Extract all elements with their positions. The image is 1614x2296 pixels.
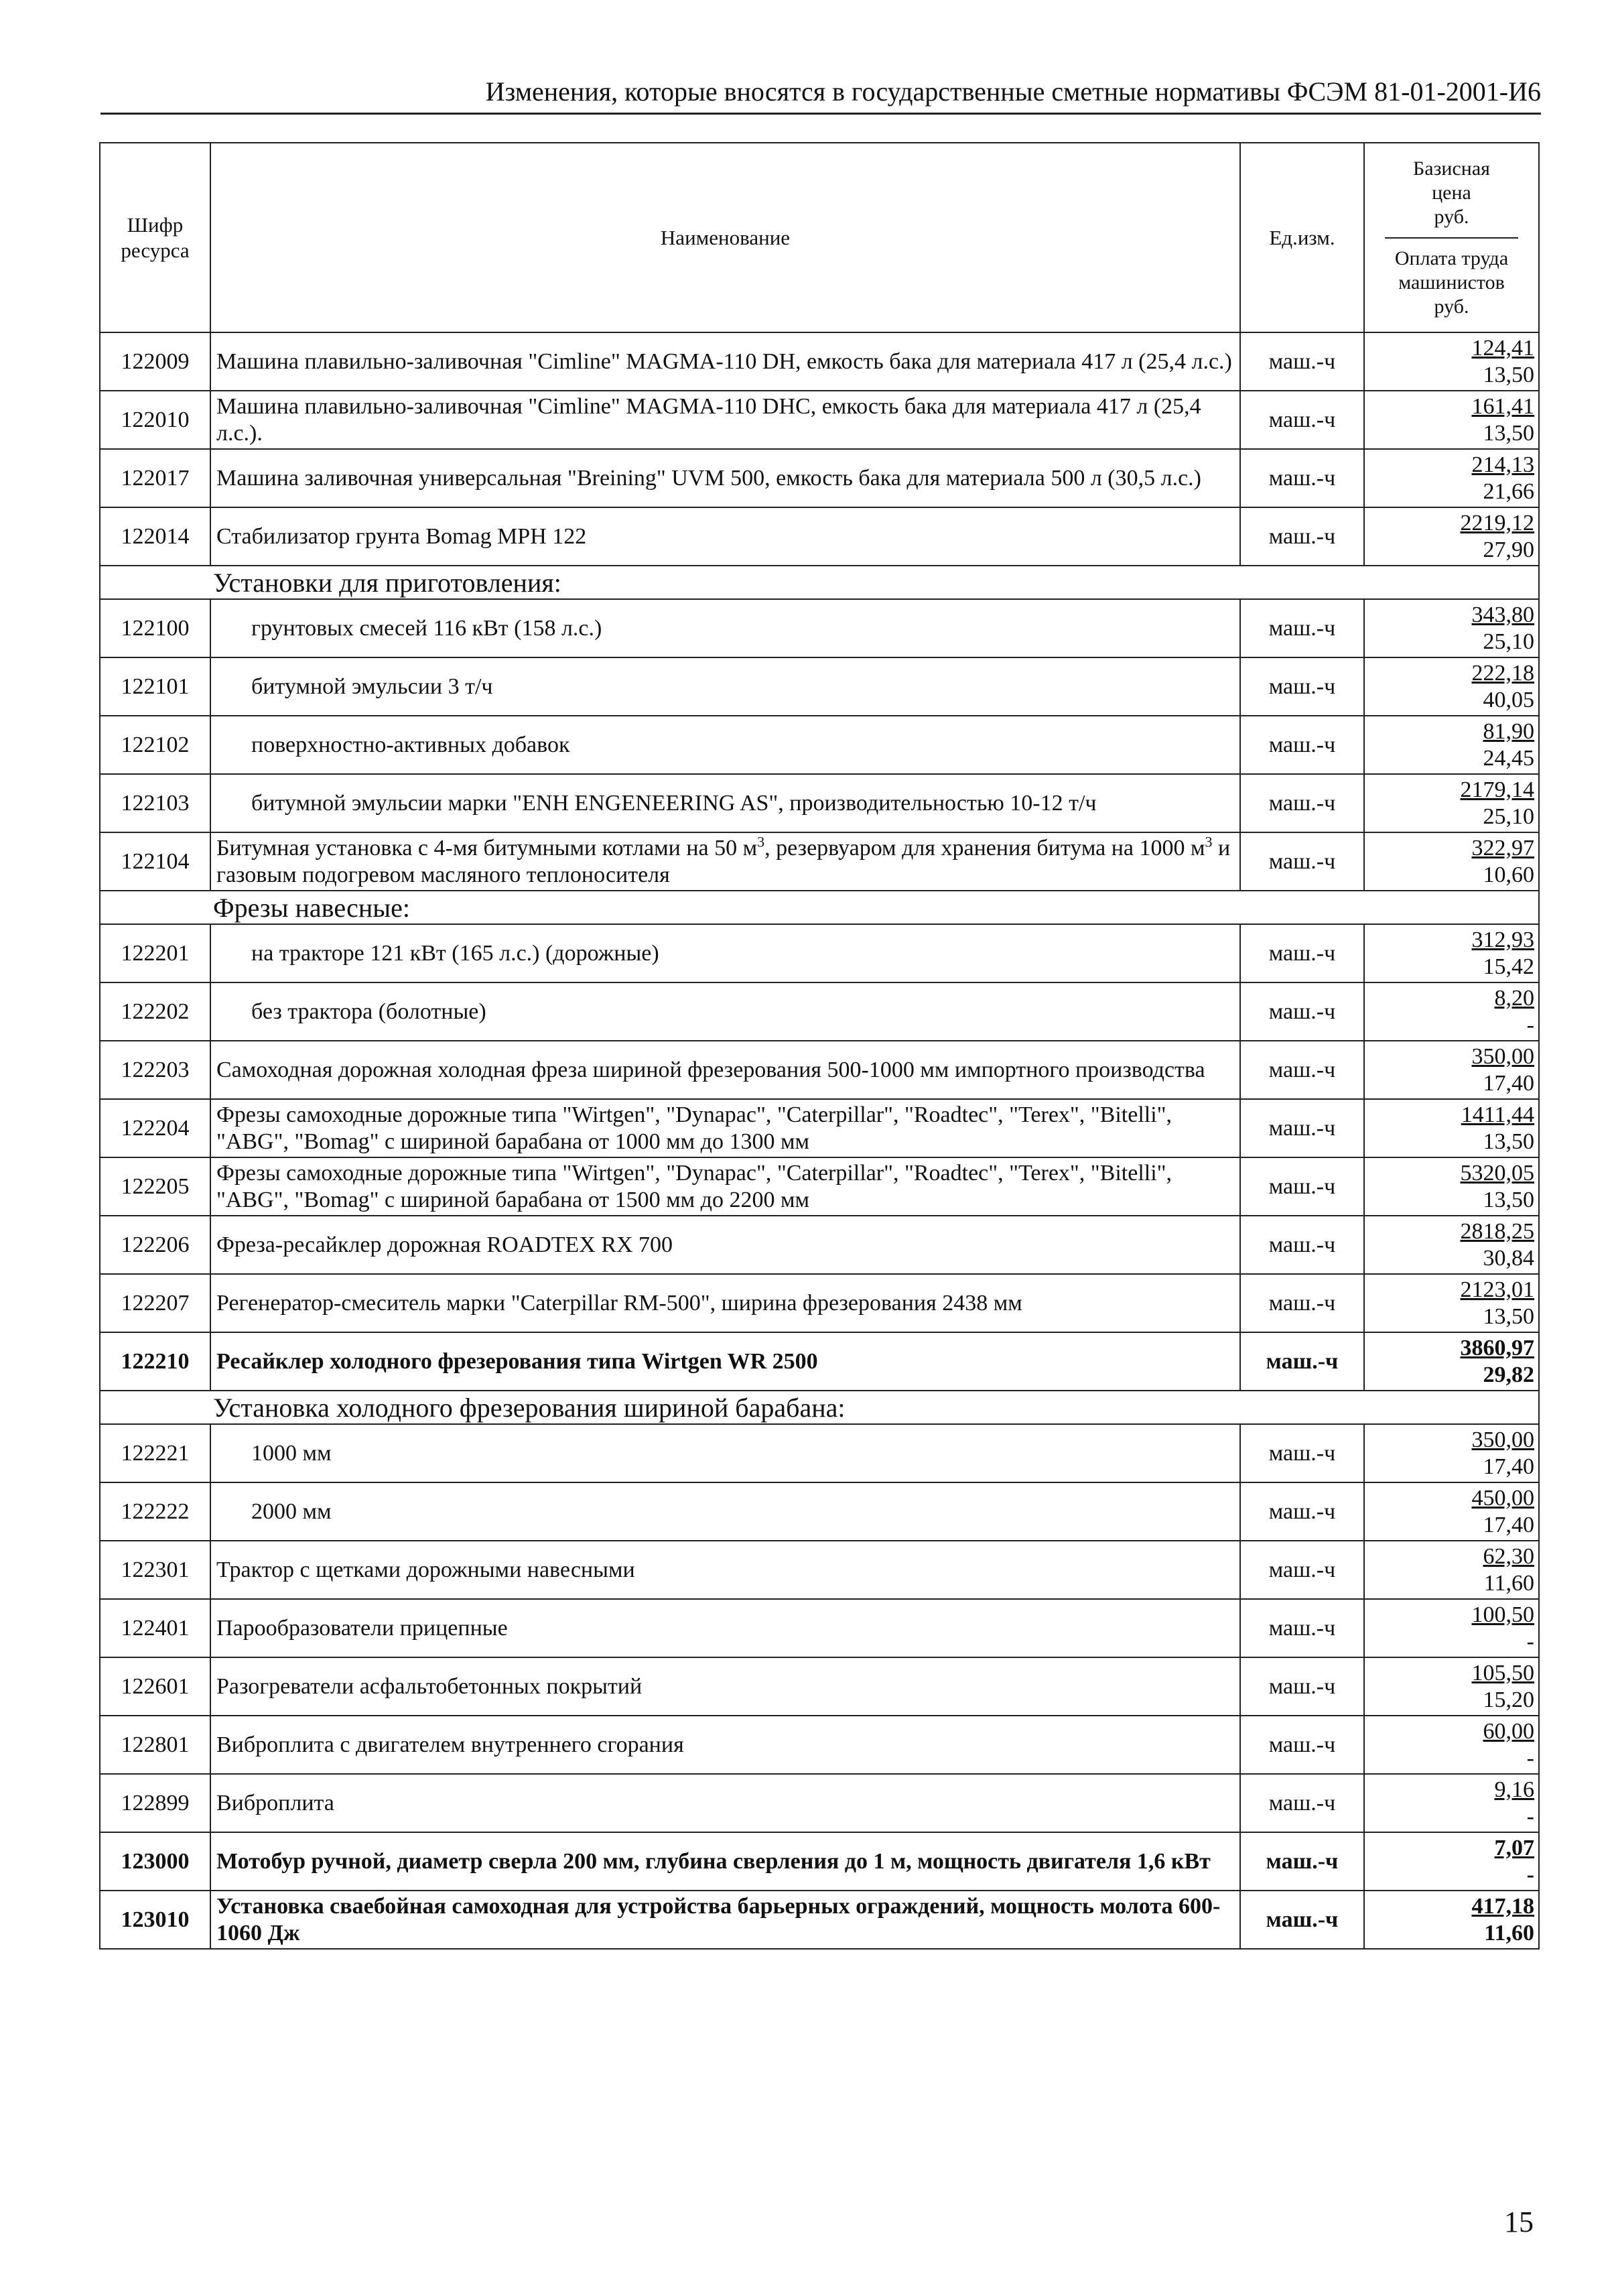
labor-price: 15,20 (1483, 1687, 1534, 1712)
resource-name: на тракторе 121 кВт (165 л.с.) (дорожные) (210, 924, 1240, 982)
resource-price (1364, 1157, 1539, 1216)
resource-name: Машина заливочная универсальная "Breining" UVM 500, емкость бака для материала 500 л (30,5 л.с.) (210, 449, 1240, 507)
labor-price: - (1526, 1803, 1534, 1829)
resource-name: Установка сваебойная самоходная для устройства барьерных ограждений, мощность молота 600-1060 Дж (210, 1891, 1240, 1949)
resource-code: 122201 (100, 924, 210, 982)
resource-code: 122210 (100, 1332, 210, 1391)
labor-price: 13,50 (1483, 1303, 1534, 1329)
base-price: 3860,97 (1460, 1335, 1534, 1360)
labor-price: - (1526, 1862, 1534, 1887)
resource-name: Ресайклер холодного фрезерования типа Wirtgen WR 2500 (210, 1332, 1240, 1391)
resource-code: 122206 (100, 1216, 210, 1274)
resource-price (1364, 1832, 1539, 1891)
resource-price (1364, 1891, 1539, 1949)
resource-price (1364, 832, 1539, 891)
resource-code: 122203 (100, 1041, 210, 1099)
base-price: 8,20 (1494, 985, 1534, 1011)
resource-table (99, 142, 1540, 1950)
header-labor-line1: Оплата труда (1394, 247, 1509, 269)
resource-unit: маш.-ч (1240, 599, 1364, 657)
labor-price: 13,50 (1483, 362, 1534, 387)
resource-price (1364, 1041, 1539, 1099)
resource-price (1364, 716, 1539, 774)
header-price-cell (1364, 143, 1539, 332)
table-row (100, 1657, 1539, 1716)
header-name-cell: Наименование (210, 143, 1240, 332)
resource-code: 122205 (100, 1157, 210, 1216)
resource-unit: маш.-ч (1240, 1716, 1364, 1774)
base-price: 322,97 (1471, 835, 1534, 860)
table-row (100, 507, 1539, 566)
resource-name: Трактор с щетками дорожными навесными (210, 1541, 1240, 1599)
base-price: 350,00 (1471, 1427, 1534, 1452)
resource-code: 122601 (100, 1657, 210, 1716)
resource-name: Виброплита с двигателем внутреннего сгорания (210, 1716, 1240, 1774)
base-price: 105,50 (1471, 1660, 1534, 1685)
header-code-cell (100, 143, 210, 332)
resource-code: 122009 (100, 332, 210, 391)
table-row (100, 1216, 1539, 1274)
labor-price: 15,42 (1483, 954, 1534, 979)
resource-unit: маш.-ч (1240, 1041, 1364, 1099)
resource-unit: маш.-ч (1240, 1482, 1364, 1541)
resource-name: Парообразователи прицепные (210, 1599, 1240, 1657)
resource-code: 122204 (100, 1099, 210, 1157)
base-price: 343,80 (1471, 602, 1534, 627)
resource-code: 122207 (100, 1274, 210, 1332)
base-price: 7,07 (1494, 1835, 1534, 1860)
resource-unit: маш.-ч (1240, 1774, 1364, 1832)
resource-unit: маш.-ч (1240, 1216, 1364, 1274)
section-label: Установка холодного фрезерования шириной барабана: (100, 1391, 1539, 1424)
resource-unit: маш.-ч (1240, 774, 1364, 832)
resource-name: Мотобур ручной, диаметр сверла 200 мм, глубина сверления до 1 м, мощность двигателя 1,6 кВт (210, 1832, 1240, 1891)
table-row (100, 774, 1539, 832)
resource-code: 122010 (100, 391, 210, 449)
table-row (100, 599, 1539, 657)
header-labor-line2: машинистов (1398, 271, 1505, 294)
resource-code: 122222 (100, 1482, 210, 1541)
resource-name: Фрезы самоходные дорожные типа "Wirtgen", "Dynapac", "Caterpillar", "Roadtec", "Terex", "Bitelli", "ABG", "Bomag" с шириной барабана от 1000 мм до 1300 мм (210, 1099, 1240, 1157)
base-price: 81,90 (1483, 718, 1534, 744)
base-price: 2219,12 (1460, 510, 1534, 535)
table-row (100, 1832, 1539, 1891)
resource-unit: маш.-ч (1240, 982, 1364, 1041)
base-price: 312,93 (1471, 927, 1534, 952)
table-row (100, 982, 1539, 1041)
resource-unit: маш.-ч (1240, 832, 1364, 891)
table-header-row (100, 143, 1539, 332)
resource-price (1364, 1274, 1539, 1332)
table-row (100, 1274, 1539, 1332)
resource-name: Самоходная дорожная холодная фреза шириной фрезерования 500-1000 мм импортного производства (210, 1041, 1240, 1099)
resource-unit: маш.-ч (1240, 716, 1364, 774)
resource-code: 122104 (100, 832, 210, 891)
resource-price (1364, 1216, 1539, 1274)
header-price-line1: Базисная (1413, 157, 1490, 180)
resource-name: Битумная установка с 4-мя битумными котлами на 50 $м^3$, резервуаром для хранения битума на 1000 $м^3$ и газовым подогревом масляного теплоносителя (210, 832, 1240, 891)
resource-price (1364, 1657, 1539, 1716)
resource-code: 122801 (100, 1716, 210, 1774)
resource-unit: маш.-ч (1240, 924, 1364, 982)
table-row (100, 1482, 1539, 1541)
resource-name: Машина плавильно-заливочная "Cimline" MAGMA-110 DHC, емкость бака для материала 417 л (25,4 л.с.). (210, 391, 1240, 449)
base-price: 100,50 (1471, 1602, 1534, 1627)
labor-price: - (1526, 1629, 1534, 1654)
table-row (100, 1891, 1539, 1949)
resource-unit: маш.-ч (1240, 1541, 1364, 1599)
base-price: 450,00 (1471, 1485, 1534, 1511)
resource-name: Машина плавильно-заливочная "Cimline" MAGMA-110 DH, емкость бака для материала 417 л (25,4 л.с.) (210, 332, 1240, 391)
labor-price: 29,82 (1483, 1362, 1534, 1387)
labor-price: 17,40 (1483, 1512, 1534, 1537)
section-label: Фрезы навесные: (100, 891, 1539, 924)
table-row (100, 449, 1539, 507)
base-price: 161,41 (1471, 393, 1534, 419)
base-price: 5320,05 (1460, 1160, 1534, 1186)
base-price: 214,13 (1471, 452, 1534, 477)
resource-name: Фрезы самоходные дорожные типа "Wirtgen", "Dynapac", "Caterpillar", "Roadtec", "Terex", "Bitelli", "ABG", "Bomag" с шириной барабана от 1500 мм до 2200 мм (210, 1157, 1240, 1216)
page-header: Изменения, которые вносятся в государственные сметные нормативы ФСЭМ 81-01-2001-И6 (100, 72, 1541, 115)
resource-unit: маш.-ч (1240, 507, 1364, 566)
table-row (100, 391, 1539, 449)
resource-unit: маш.-ч (1240, 657, 1364, 716)
resource-unit: маш.-ч (1240, 1424, 1364, 1482)
resource-unit: маш.-ч (1240, 449, 1364, 507)
resource-price (1364, 1599, 1539, 1657)
section-row (100, 891, 1539, 924)
resource-price (1364, 1774, 1539, 1832)
labor-price: - (1526, 1745, 1534, 1771)
page-number: 15 (1504, 2206, 1534, 2238)
labor-price: 17,40 (1483, 1454, 1534, 1479)
resource-name: Виброплита (210, 1774, 1240, 1832)
labor-price: 25,10 (1483, 629, 1534, 654)
labor-price: 21,66 (1483, 479, 1534, 504)
table-row (100, 1716, 1539, 1774)
labor-price: 13,50 (1483, 1129, 1534, 1154)
resource-code: 122301 (100, 1541, 210, 1599)
resource-name: Разогреватели асфальтобетонных покрытий (210, 1657, 1240, 1716)
resource-price (1364, 1482, 1539, 1541)
table-row (100, 1332, 1539, 1391)
labor-price: 11,60 (1483, 1570, 1534, 1596)
resource-name: Стабилизатор грунта Bomag MPH 122 (210, 507, 1240, 566)
header-price-line2: цена (1432, 181, 1471, 204)
resource-unit: маш.-ч (1240, 1599, 1364, 1657)
resource-price (1364, 982, 1539, 1041)
labor-price: 25,10 (1483, 804, 1534, 829)
resource-price (1364, 1332, 1539, 1391)
section-row (100, 566, 1539, 599)
resource-price (1364, 391, 1539, 449)
table-row (100, 716, 1539, 774)
resource-price (1364, 1541, 1539, 1599)
resource-unit: маш.-ч (1240, 1274, 1364, 1332)
resource-name: битумной эмульсии 3 т/ч (210, 657, 1240, 716)
labor-price: 11,60 (1484, 1920, 1534, 1946)
resource-code: 123000 (100, 1832, 210, 1891)
base-price: 9,16 (1494, 1777, 1534, 1802)
resource-code: 123010 (100, 1891, 210, 1949)
table-row (100, 1599, 1539, 1657)
resource-name: 1000 мм (210, 1424, 1240, 1482)
base-price: 2123,01 (1460, 1277, 1534, 1302)
resource-price (1364, 1716, 1539, 1774)
table-row (100, 924, 1539, 982)
resource-code: 122221 (100, 1424, 210, 1482)
section-row (100, 1391, 1539, 1424)
labor-price: 13,50 (1483, 1187, 1534, 1212)
labor-price: - (1526, 1012, 1534, 1037)
table-row (100, 657, 1539, 716)
resource-price (1364, 507, 1539, 566)
resource-name: без трактора (болотные) (210, 982, 1240, 1041)
table-row (100, 1424, 1539, 1482)
resource-name: Регенератор-смеситель марки "Caterpillar RM-500", ширина фрезерования 2438 мм (210, 1274, 1240, 1332)
resource-price (1364, 449, 1539, 507)
resource-name: битумной эмульсии марки "ENH ENGENEERING AS", производительностью 10-12 т/ч (210, 774, 1240, 832)
header-code-line2: ресурса (121, 238, 190, 262)
resource-unit: маш.-ч (1240, 1657, 1364, 1716)
resource-unit: маш.-ч (1240, 1332, 1364, 1391)
resource-price (1364, 774, 1539, 832)
base-price: 350,00 (1471, 1043, 1534, 1069)
resource-price (1364, 1099, 1539, 1157)
resource-unit: маш.-ч (1240, 1099, 1364, 1157)
table-row (100, 332, 1539, 391)
labor-price: 13,50 (1483, 420, 1534, 446)
table-row (100, 1541, 1539, 1599)
resource-code: 122401 (100, 1599, 210, 1657)
header-code-line1: Шифр (127, 212, 184, 237)
header-labor-line3: руб. (1434, 295, 1469, 318)
resource-code: 122103 (100, 774, 210, 832)
table-row (100, 832, 1539, 891)
resource-price (1364, 332, 1539, 391)
labor-price: 24,45 (1483, 745, 1534, 771)
base-price: 222,18 (1471, 660, 1534, 686)
resource-code: 122017 (100, 449, 210, 507)
resource-price (1364, 599, 1539, 657)
resource-name: поверхностно-активных добавок (210, 716, 1240, 774)
resource-code: 122899 (100, 1774, 210, 1832)
resource-price (1364, 924, 1539, 982)
resource-code: 122101 (100, 657, 210, 716)
labor-price: 30,84 (1483, 1245, 1534, 1271)
resource-unit: маш.-ч (1240, 391, 1364, 449)
labor-price: 17,40 (1483, 1070, 1534, 1096)
table-row (100, 1774, 1539, 1832)
resource-code: 122202 (100, 982, 210, 1041)
base-price: 2818,25 (1460, 1218, 1534, 1244)
labor-price: 40,05 (1483, 687, 1534, 712)
resource-unit: маш.-ч (1240, 1157, 1364, 1216)
resource-unit: маш.-ч (1240, 1832, 1364, 1891)
base-price: 124,41 (1471, 335, 1534, 361)
header-price-line3: руб. (1434, 205, 1469, 228)
base-price: 417,18 (1471, 1893, 1534, 1919)
section-label: Установки для приготовления: (100, 566, 1539, 599)
resource-price (1364, 657, 1539, 716)
base-price: 62,30 (1483, 1543, 1534, 1569)
resource-name: 2000 мм (210, 1482, 1240, 1541)
resource-unit: маш.-ч (1240, 332, 1364, 391)
resource-name: Фреза-ресайклер дорожная ROADTEX RX 700 (210, 1216, 1240, 1274)
resource-code: 122102 (100, 716, 210, 774)
table-row (100, 1041, 1539, 1099)
table-row (100, 1157, 1539, 1216)
labor-price: 27,90 (1483, 537, 1534, 562)
resource-price (1364, 1424, 1539, 1482)
labor-price: 10,60 (1483, 862, 1534, 887)
base-price: 2179,14 (1460, 777, 1534, 802)
resource-unit: маш.-ч (1240, 1891, 1364, 1949)
base-price: 60,00 (1483, 1718, 1534, 1744)
resource-name: грунтовых смесей 116 кВт (158 л.с.) (210, 599, 1240, 657)
header-unit-cell: Ед.изм. (1240, 143, 1364, 332)
table-row (100, 1099, 1539, 1157)
base-price: 1411,44 (1461, 1102, 1534, 1127)
resource-code: 122100 (100, 599, 210, 657)
resource-code: 122014 (100, 507, 210, 566)
